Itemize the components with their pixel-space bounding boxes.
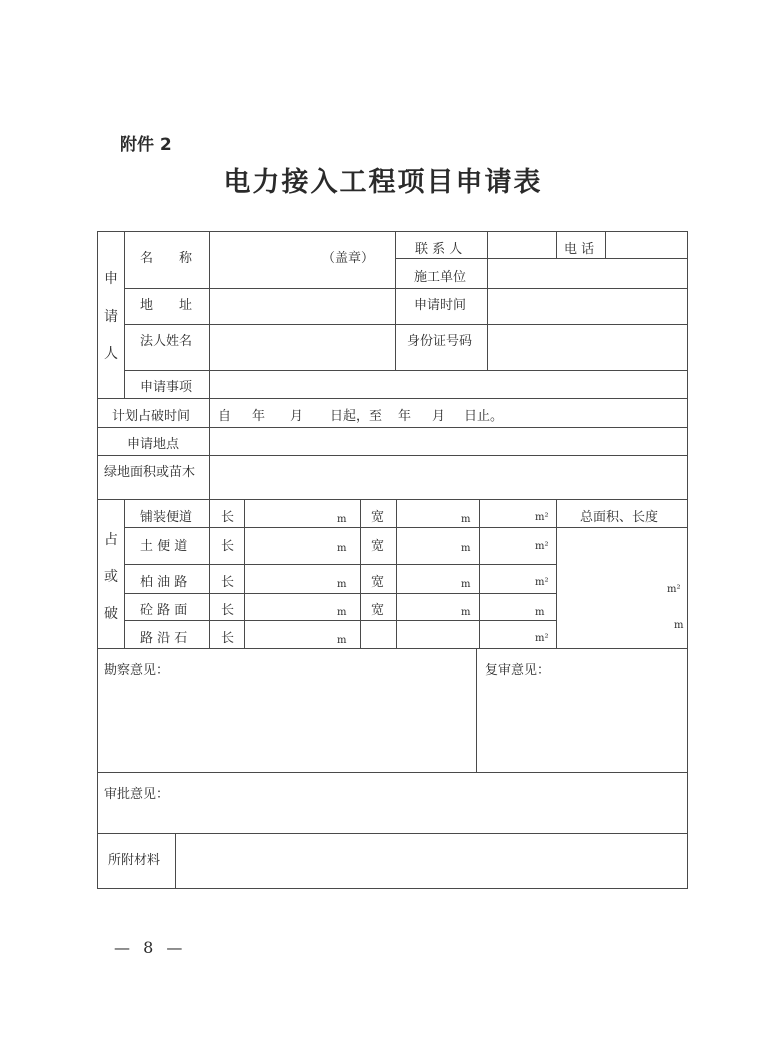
period-text: 年 (252, 409, 266, 424)
width-label: 宽 (371, 603, 385, 618)
applicant-group-char: 请 (104, 309, 118, 325)
period-text: 自 (218, 409, 232, 424)
width-label: 宽 (371, 575, 385, 590)
grid-line (396, 499, 397, 648)
address-label: 地 址 (140, 298, 193, 313)
grid-line (97, 499, 688, 500)
greenland-label: 绿地面积或苗木 (104, 465, 196, 480)
legal-person-label: 法人姓名 (140, 334, 193, 349)
grid-line (97, 398, 688, 399)
location-label: 申请地点 (127, 437, 180, 452)
phone-label: 电 话 (564, 242, 595, 257)
period-label: 计划占破时间 (112, 409, 191, 424)
form-title: 电力接入工程项目申请表 (223, 167, 543, 198)
grid-line (605, 231, 606, 258)
unit-m: m (535, 607, 545, 618)
unit-m2: m² (535, 577, 549, 588)
grid-line (556, 499, 557, 648)
unit-m: m (337, 514, 347, 525)
unit-m: m (461, 607, 471, 618)
unit-m: m (461, 543, 471, 554)
period-text: 年 (398, 409, 412, 424)
grid-line (395, 231, 396, 370)
page-number: — 8 — (114, 938, 187, 957)
applicant-group-char: 申 (104, 271, 118, 287)
grid-line (124, 564, 556, 565)
grid-line (97, 648, 688, 649)
review-opinion-label: 复审意见： (485, 663, 551, 678)
unit-m2: m² (535, 541, 549, 552)
grid-line (395, 258, 688, 259)
width-label: 宽 (371, 539, 385, 554)
grid-line (124, 620, 556, 621)
attachments-label: 所附材料 (108, 853, 161, 868)
attachment-label: 附件 2 (120, 135, 172, 155)
grid-line (97, 427, 688, 428)
dirt-sidewalk-row-label: 土 便 道 (140, 539, 188, 554)
grid-line (244, 499, 245, 648)
total-unit-m2: m² (667, 584, 681, 595)
period-text: 日起，至 (330, 409, 383, 424)
grid-line (360, 499, 361, 648)
length-label: 长 (221, 539, 235, 554)
unit-m: m (337, 579, 347, 590)
grid-line (476, 648, 477, 772)
length-label: 长 (221, 603, 235, 618)
unit-m: m (461, 514, 471, 525)
grid-line (97, 231, 98, 888)
occupy-group-char: 破 (104, 606, 118, 622)
applicant-group-char: 人 (104, 346, 118, 362)
period-text: 月 (290, 409, 304, 424)
matter-label: 申请事项 (140, 380, 193, 395)
grid-line (124, 499, 125, 648)
grid-line (97, 888, 688, 889)
grid-line (209, 398, 210, 499)
grid-line (97, 231, 688, 232)
unit-m: m (337, 635, 347, 646)
grid-line (487, 231, 488, 370)
grid-line (479, 499, 480, 648)
grid-line (687, 231, 688, 888)
occupy-group-char: 占 (104, 532, 118, 548)
grid-line (209, 499, 210, 648)
unit-m: m (461, 579, 471, 590)
grid-line (124, 593, 556, 594)
name-label: 名 称 (140, 251, 193, 266)
period-text: 月 (432, 409, 446, 424)
survey-opinion-label: 勘察意见： (104, 663, 170, 678)
curbstone-row-label: 路 沿 石 (140, 631, 188, 646)
paving-row-label: 铺装便道 (140, 510, 193, 525)
length-label: 长 (221, 575, 235, 590)
unit-m: m (337, 607, 347, 618)
grid-line (556, 231, 557, 258)
constructor-label: 施工单位 (414, 270, 467, 285)
approval-opinion-label: 审批意见： (104, 787, 170, 802)
period-text: 日止。 (464, 409, 504, 424)
grid-line (97, 833, 688, 834)
length-label: 长 (221, 510, 235, 525)
width-label: 宽 (371, 510, 385, 525)
grid-line (124, 231, 125, 398)
seal-note: （盖章） (322, 251, 375, 266)
apply-time-label: 申请时间 (414, 298, 467, 313)
unit-m2: m² (535, 633, 549, 644)
unit-m2: m² (535, 512, 549, 523)
unit-m: m (337, 543, 347, 554)
total-unit-m: m (674, 620, 684, 631)
grid-line (97, 772, 688, 773)
asphalt-row-label: 柏 油 路 (140, 575, 188, 590)
occupy-group-char: 或 (104, 569, 118, 585)
contact-label: 联 系 人 (415, 242, 463, 257)
concrete-row-label: 砼 路 面 (140, 603, 188, 618)
length-label: 长 (221, 631, 235, 646)
grid-line (175, 833, 176, 888)
total-label: 总面积、长度 (580, 510, 659, 525)
id-number-label: 身份证号码 (407, 334, 473, 349)
grid-line (97, 455, 688, 456)
grid-line (209, 231, 210, 398)
